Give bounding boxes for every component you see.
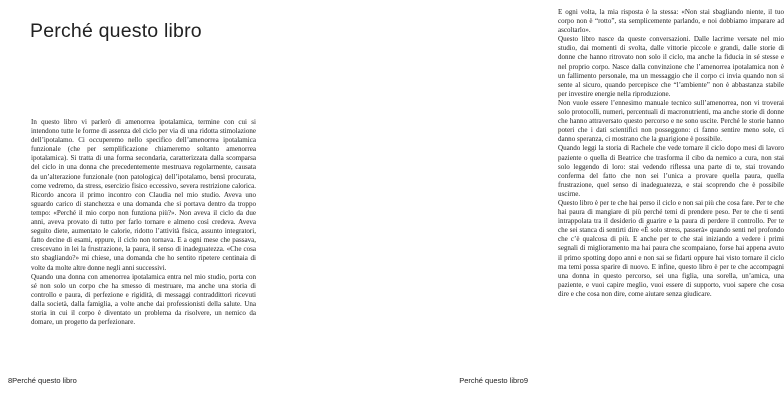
right-body-text	[558, 8, 784, 299]
running-head: Perché questo libro	[459, 376, 524, 385]
right-folio	[459, 376, 528, 385]
running-head: Perché questo libro	[12, 376, 77, 385]
paragraph: Quando una donna con amenorrea ipotalamica entra nel mio studio, porta con sé non solo un corpo che ha smesso di mestruare, ma anche una storia di controllo e paura, di perfezione e rigidità, di messaggi contraddittori ricevuti dalla società, dalla famiglia, a volte anche dai professionisti della salute. Una storia in cui il corpo è diventato un problema da risolvere, un nemico da domare, un progetto da perfezionare.	[31, 272, 256, 327]
left-body-text	[31, 118, 256, 327]
paragraph: Non vuole essere l’ennesimo manuale tecnico sull’amenorrea, non vi troverai solo protocolli, numeri, percentuali di macronutrienti, ma anche storie di donne che hanno attraversato questo percorso e ne sono uscite. Perché le storie hanno poteri che i dati scientifici non posseggono: ci fanno sentire meno sole, ci danno speranza, ci mostrano che la guarigione è possibile.	[558, 98, 784, 144]
right-page	[268, 0, 784, 402]
page-number: 9	[523, 376, 528, 385]
paragraph: Questo libro è per te che hai perso il ciclo e non sai più che cosa fare. Per te che hai paura di mangiare di più perché temi di prendere peso. Per te che ti senti intrappolata tra il desiderio di guarire e la paura di perdere il controllo. Per te che sei stanca di sentirti dire «È solo stress, passerà» quando senti nel profondo che c’è qualcosa di più. E anche per te che stai iniziando a vedere i primi segnali di miglioramento ma hai paura che scompaiano, forse hai appena avuto il primo spotting dopo anni e non sai se fidarti oppure hai visto tornare il ciclo ma temi possa sparire di nuovo. E infine, questo libro è per te che accompagni una donna in questo percorso, sei una figlia, una sorella, un’amica, una paziente, e vuoi capire meglio, vuoi essere di supporto, vuoi sapere che cosa dire e che cosa non dire, come aiutare senza giudicare.	[558, 198, 784, 298]
left-page	[0, 0, 268, 402]
paragraph: In questo libro vi parlerò di amenorrea ipotalamica, termine con cui si intendono tutte le forme di assenza del ciclo per via di una ridotta stimolazione dell’ipotalamo. Ci occuperemo nello specifico dell’amenorrea ipotalamica funzionale (che per semplificazione chiameremo soltanto amenorrea ipotalamica). Si tratta di una forma secondaria, caratterizzata dalla scomparsa del ciclo in una donna che precedentemente mestruava regolarmente, causata da un’alterazione funzionale (non patologica) dell’ipotalamo, bensì procurata, come vedremo, da stress, esercizio fisico eccessivo, severa restrizione calorica. Ricordo ancora il primo incontro con Claudia nel mio studio. Aveva uno sguardo carico di stanchezza e una domanda che si portava dentro da troppo tempo: «Perché il mio corpo non funziona più?». Non aveva il ciclo da due anni, aveva provato di tutto per farlo tornare e almeno così credeva. Aveva seguito diete, aumentato le calorie, ridotto l’attività fisica, assunto integratori, fatto decine di esami, eppure, il ciclo non tornava. E a ogni mese che passava, crescevano in lei la frustrazione, la paura, il senso di inadeguatezza. «Che cosa sto sbagliando?» mi chiese, una domanda che ho sentito ripetere centinaia di volte da molte altre donne negli anni successivi.	[31, 118, 256, 272]
page-number: 8	[8, 376, 13, 385]
left-folio	[8, 376, 77, 385]
chapter-title: Perché questo libro	[30, 20, 202, 42]
paragraph: Questo libro nasce da queste conversazioni. Dalle lacrime versate nel mio studio, dai momenti di svolta, dalle vittorie piccole e grandi, dalle storie di donne che hanno ritrovato non solo il ciclo, ma anche la fiducia in sé stesse e nel proprio corpo. Nasce dalla convinzione che l’amenorrea ipotalamica non è un fallimento personale, ma un messaggio che il corpo ci invia quando non si sente al sicuro, quando percepisce che “l’ambiente” non è abbastanza stabile per investire energie nella riproduzione.	[558, 35, 784, 98]
paragraph: E ogni volta, la mia risposta è la stessa: «Non stai sbagliando niente, il tuo corpo non è “rotto”, sta semplicemente parlando, e noi dobbiamo imparare ad ascoltarlo».	[558, 8, 784, 35]
paragraph: Quando leggi la storia di Rachele che vede tornare il ciclo dopo mesi di lavoro paziente o quella di Beatrice che trasforma il cibo da nemico a cura, non stai solo leggendo di loro: stai vedendo riflessa una parte di te, stai trovando conferma del fatto che non sei l’unica a provare quella paura, quella frustrazione, quel senso di inadeguatezza, e stai scoprendo che è possibile uscirne.	[558, 144, 784, 198]
